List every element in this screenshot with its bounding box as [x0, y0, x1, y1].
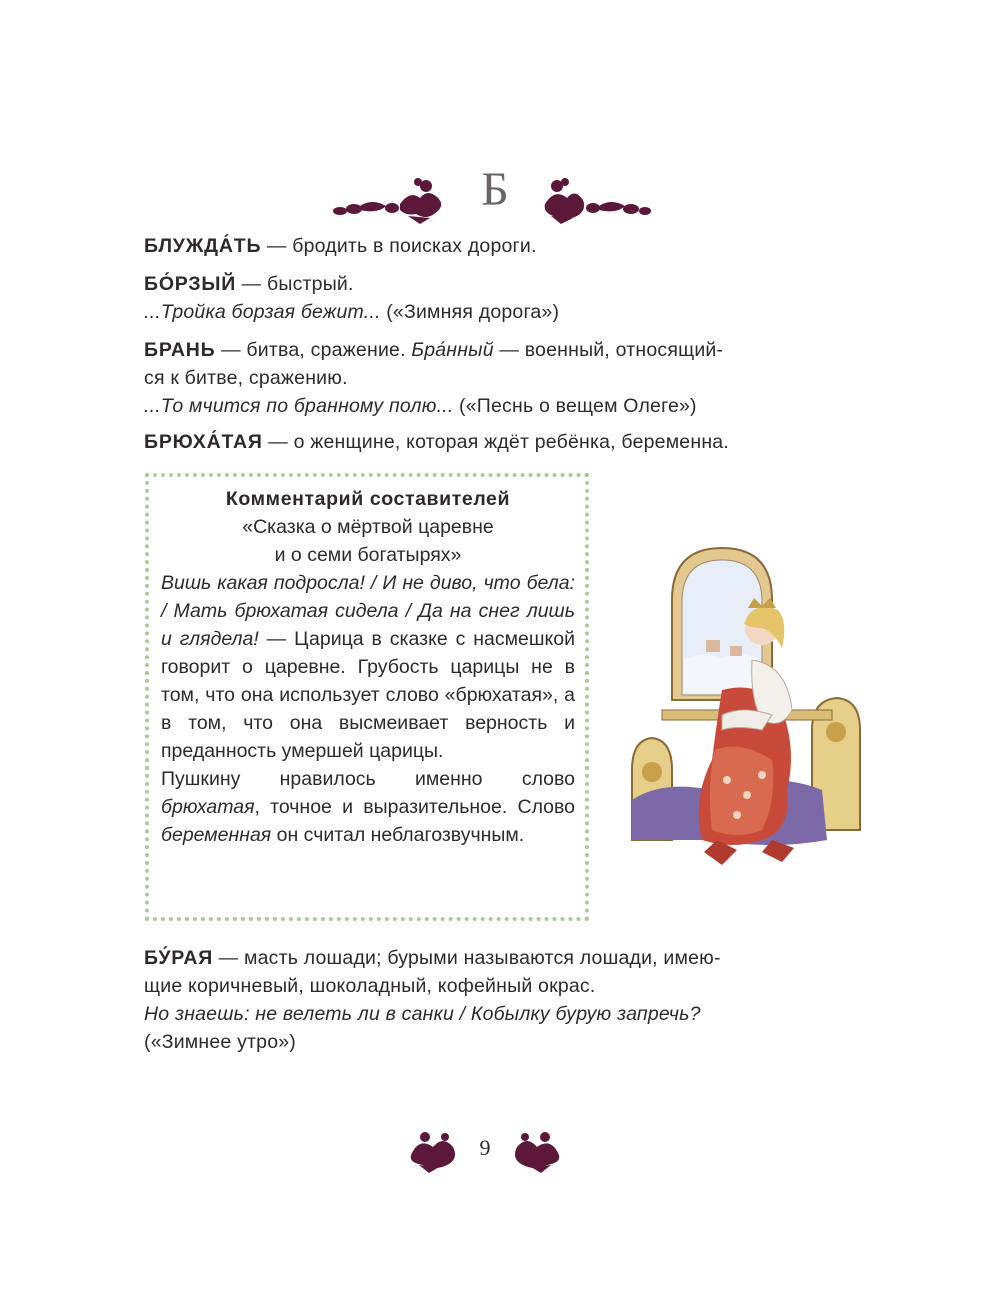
footer-left-ornament-icon [405, 1129, 461, 1173]
entry-definition: — битва, сражение. [215, 339, 412, 361]
comment-quote: Вишь какая подросла! / И не диво, что бела: / Мать брюхатая сидела / Да на снег лишь и глядела! [161, 572, 575, 650]
entry-bran [144, 336, 723, 420]
entry-term: БРЮХА́ТАЯ [144, 431, 263, 453]
entry-term: БО́РЗЫЙ [144, 273, 237, 295]
comment-text: Пушкину нравилось именно слово [161, 768, 575, 790]
entry-term: БРАНЬ [144, 339, 216, 361]
chapter-header [330, 163, 660, 232]
comment-word: брюхатая [161, 796, 255, 818]
left-ornament-icon [330, 176, 448, 226]
comment-text: он считал неблагозвучным. [271, 824, 525, 846]
entry-source: («Зимнее утро») [144, 1031, 297, 1053]
entry-buraya [144, 944, 721, 1056]
entry-bluzhdat [144, 232, 537, 260]
entry-subterm: Бра́нный [411, 339, 494, 361]
comment-title: Комментарий составителей [225, 488, 511, 510]
page-footer [405, 1125, 565, 1175]
entry-term: БУ́РАЯ [144, 947, 214, 969]
entry-bryukhataya [144, 428, 729, 456]
entry-definition: — о женщине, которая ждёт ребёнка, беременна. [262, 431, 729, 453]
entry-term: БЛУЖДА́ТЬ [144, 235, 262, 257]
comment-paragraph-2 [161, 765, 575, 849]
comment-subtitle-line2: и о семи богатырях» [274, 544, 462, 566]
comment-text: , точное и выразительное. Слово [254, 796, 575, 818]
entry-definition: — быстрый. [236, 273, 354, 295]
entry-quote: ...То мчится по бранному полю... [144, 395, 454, 417]
entry-definition-continued: щие коричневый, шоколадный, кофейный окрас. [144, 975, 596, 997]
tsarina-illustration [622, 540, 870, 870]
comment-text: — Царица в сказке с насмешкой говорит о царевне. Грубость царицы не в том, что она использует слово «брюхатая», а в том, что она высмеивает верность и преданность умершей царицы. [161, 628, 575, 762]
entry-definition: — масть лошади; бурыми называются лошади, имею- [213, 947, 721, 969]
comment-word: беременная [161, 824, 272, 846]
comment-subtitle-line1: «Сказка о мёртвой царевне [242, 516, 494, 538]
comment-paragraph-1 [161, 569, 575, 765]
chapter-letter: Б [481, 163, 509, 216]
footer-right-ornament-icon [509, 1129, 565, 1173]
entry-definition: — бродить в поисках дороги. [261, 235, 537, 257]
right-ornament-icon [535, 176, 653, 226]
entry-quote: ...Тройка борзая бежит... [144, 301, 381, 323]
entry-borzy [144, 270, 559, 326]
page-number: 9 [479, 1135, 491, 1160]
entry-definition-continued: ся к битве, сражению. [144, 367, 348, 389]
entry-source: («Песнь о вещем Олеге») [453, 395, 697, 417]
entry-quote: Но знаешь: не велеть ли в санки / Кобылку бурую запречь? [144, 1003, 701, 1025]
entry-source: («Зимняя дорога») [380, 301, 560, 323]
entry-subdefinition: — военный, относящий- [493, 339, 724, 361]
comment-box [145, 473, 589, 921]
